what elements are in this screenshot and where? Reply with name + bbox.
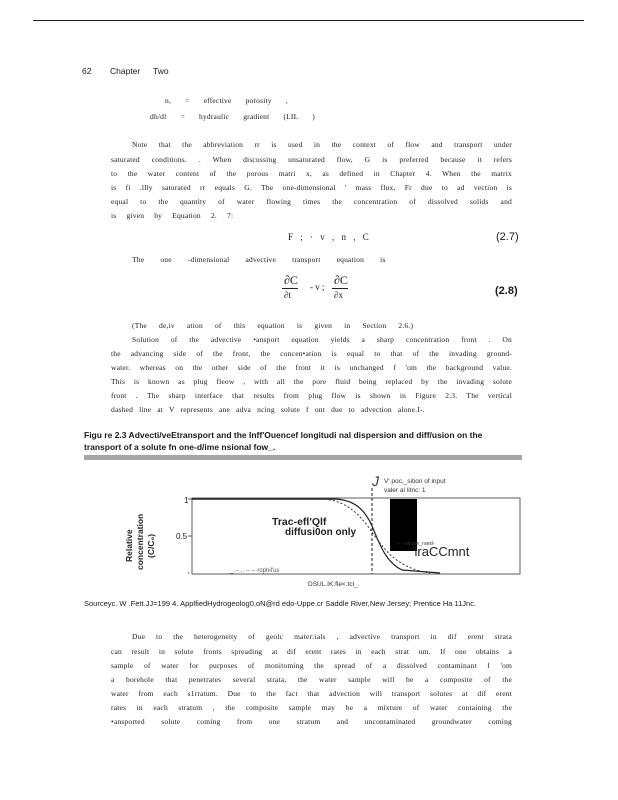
paragraph1-line: is given by Equation 2. 7: — [111, 211, 234, 220]
paragraph2-line: front . The sharp interface that results from plug flow is shown in Figure 2.3. The vertical — [111, 391, 512, 400]
top-rule — [33, 20, 584, 21]
caption-rule — [84, 455, 522, 460]
figure-2-3-graph — [110, 470, 530, 600]
paragraph3-line: sample of water for purposes of monitoming the spread of a dissolved contaminant f 'om — [111, 661, 512, 670]
equation-2-8-number: (2.8) — [495, 285, 518, 297]
paragraph3-line: a borehole that penetrates several strata, the water sample will be a composite of the — [111, 675, 512, 684]
paragraph3-line: rates in each stratum , the composite sample may be a mixture of water containing the — [111, 703, 512, 712]
eq-middle: - v ; — [310, 282, 325, 292]
y-axis-label-line3: (C/C₀) — [146, 533, 156, 558]
y-axis-label-line2: concentration — [135, 513, 145, 570]
eq-lhs-fraction-bar — [282, 288, 298, 289]
running-head-chapter: Chapter — [110, 66, 141, 76]
label-diffusion-only-line2: diffusi0on only — [285, 527, 357, 538]
annotation-marker: J — [372, 473, 379, 489]
paragraph3-line: Due to the heterogeneity of geolc mater:ials , advective transport in dif erent strata — [132, 632, 512, 641]
figure-caption-line1: Figu re 2.3 Advecti/veEtransport and the Inff'Ouencef longitudi nal dispersion and diff/usion on the — [84, 430, 483, 440]
paragraph2-line: dashed line at V represents ane adva ncing solute f ont due to advection alone.I-. — [111, 405, 425, 414]
equation-2-7-number: (2.7) — [496, 231, 519, 243]
paragraph2-line: the advancing side of the front, the concen•ation is equal to that of the invading ground- — [111, 349, 512, 358]
label-diffusion-only-line1: Trac-efl'Qlf — [272, 516, 327, 528]
running-head-chapter-number: Two — [153, 66, 169, 76]
x-axis-label: DSUL.IK.fle<.tcl_. — [308, 581, 360, 588]
label-dispersion-small: ..-- --dispe_rsed- — [394, 541, 435, 547]
y-tick-1: 1 — [184, 496, 189, 505]
paragraph1-line: Note that the abbreviation rr is used in the context of flow and transport under — [132, 140, 512, 149]
paragraph1-line: saturated conditions. . When discussing unsaturated flow, G is preferred because it refers — [111, 155, 512, 164]
eq-lhs-denominator: ∂t — [284, 290, 291, 300]
y-tick-0-5: 0.5 — [176, 532, 188, 541]
paragraph1-line: is fi .llly saturated rr equals G. The one-dimensional ' mass flux, Fr due to ad vection is — [111, 183, 512, 192]
y-axis-label-line1: Relative — [124, 529, 134, 562]
definition-porosity: n, = effective porosity , — [165, 96, 288, 105]
equation-2-7: F ; · v , n , C — [288, 232, 369, 242]
paragraph3-line: •ansported solute coming from one stratum and uncontaminated groundwater coming — [111, 717, 512, 726]
definition-gradient: dh/dl = hydraulic gradient (LIL ) — [150, 112, 315, 121]
graph-bottom-text: _.-- .. -- --·rophil'us — [230, 568, 280, 574]
paragraph2-line: This is known as plug fleow , with all the pore fluid being replaced by the invading solute — [111, 377, 512, 386]
page-number: 62 — [82, 66, 92, 76]
eq-rhs-numerator: ∂C — [334, 273, 348, 287]
paragraph3-line: can result in solute fronts spreading at dif erent rates in each strat um. If one obtains a — [111, 647, 512, 656]
one-dimensional-line: The one -dimensional advective transport equation is — [132, 255, 386, 264]
figure-source: Sourceyc. W .Fett.JJ=199 4. ApplfiedHydrogeolog0,oN@rd edo-Uppe.cr Saddle River,New Jersey; Prentice Ha 11Jnc. — [84, 599, 477, 608]
figure-caption-line2: transport of a solute fn one-d/ime nsional fow_. — [84, 442, 276, 452]
paragraph1-line: to the water content of the porous matri x, as defined in Chapter 4. When the matrix — [111, 169, 512, 178]
paragraph2-line: water. whereas on the other side of the front it is unchanged f 'om the background value. — [111, 363, 512, 372]
y-tick-0: ' — [188, 571, 190, 580]
annotation-value: valer al litnc: 1 — [384, 487, 426, 494]
eq-rhs-fraction-bar — [332, 288, 348, 289]
equation-2-8 — [282, 273, 382, 313]
annotation-position: V' poc,_sition of input — [384, 478, 446, 485]
paragraph2-line: Solution of the advective •ansport equation yields a sharp concentration front . On — [132, 335, 512, 344]
eq-lhs-numerator: ∂C — [284, 273, 298, 287]
label-dispersion-big: 'lraCCmnt — [412, 544, 470, 559]
paragraph2-line: (The de,iv ation of this equation is given in Section 2.6.) — [132, 321, 414, 330]
paragraph1-line: equal to the quantity of water flowing times the concentration of dissolved solids and — [111, 197, 512, 206]
paragraph3-line: water from each s1rratum. Due to the fact that advection will transport solutes at dif erent — [111, 689, 512, 698]
eq-rhs-denominator: ∂x — [334, 290, 343, 300]
